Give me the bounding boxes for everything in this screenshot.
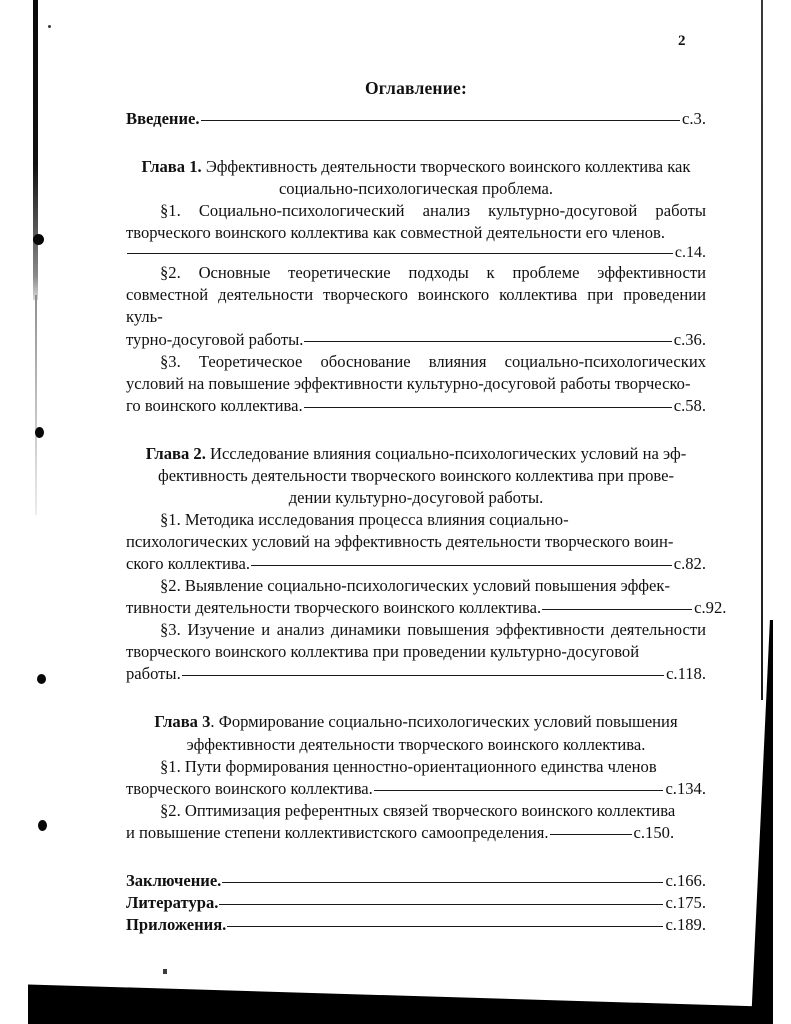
dot-leader xyxy=(182,675,664,676)
toc-entry-page: с.175. xyxy=(665,892,706,912)
dot-leader xyxy=(201,120,680,121)
section-2-3-text[interactable]: §3. Изучение и анализ динамики повышения эффективности деятельности творческого воинского коллектива при проведении культурно-досуговой xyxy=(126,620,706,662)
toc-entry-conclusion[interactable] xyxy=(126,870,706,892)
dot-leader xyxy=(304,341,671,342)
toc-entry-appendices[interactable] xyxy=(126,914,706,936)
scan-right-edge-line xyxy=(761,0,763,700)
section-2-2-text[interactable]: §2. Выявление социально-психологических условий повышения эффек- xyxy=(160,576,670,596)
dot-leader xyxy=(304,407,672,408)
chapter-3-label: Глава 3 xyxy=(154,712,211,732)
chapter-2-heading-line1: Исследование влияния социально-психологических условий на эф- xyxy=(205,443,687,463)
chapter-1-heading xyxy=(126,156,706,178)
toc-entry-label: Литература. xyxy=(126,892,219,912)
section-1-3-text[interactable]: §3. Теоретическое обоснование влияния социально-психологических условий на повышение эффективности культурно-досуговой работы творческо- xyxy=(126,351,706,393)
dot-leader xyxy=(550,834,632,835)
chapter-2-heading-line3: дении культурно-досуговой работы. xyxy=(288,487,544,507)
chapter-3-heading xyxy=(126,711,706,733)
toc-entry-bibliography[interactable] xyxy=(126,892,706,914)
section-3-1-tail-row[interactable] xyxy=(126,778,706,800)
toc-entry-label: Приложения. xyxy=(126,914,227,934)
section-2-1-page: с.82. xyxy=(673,554,706,574)
dot-leader xyxy=(227,926,663,927)
binding-hole-mark-2 xyxy=(35,427,44,438)
chapter-1-heading-line2: социально-психологическая проблема. xyxy=(278,179,554,199)
scan-speck-top xyxy=(48,25,51,28)
section-2-3-text-tail: работы. xyxy=(126,664,181,684)
page-number: 2 xyxy=(678,33,686,49)
section-2-1-text[interactable]: §1. Методика исследования процесса влияния социально- xyxy=(160,509,569,529)
section-2-3-tail-row[interactable] xyxy=(126,663,706,685)
binding-hole-mark-1 xyxy=(33,234,44,245)
section-3-2-text[interactable]: §2. Оптимизация референтных связей творческого воинского коллектива xyxy=(160,800,676,820)
section-3-1-text-tail: творческого воинского коллектива. xyxy=(126,778,373,798)
toc-entry-page: с.3. xyxy=(682,109,706,128)
section-1-2-text-tail: турно-досуговой работы. xyxy=(126,329,304,349)
chapter-2-label: Глава 2. xyxy=(145,443,206,463)
chapter-3-heading-line2: эффективности деятельности творческого воинского коллектива. xyxy=(186,734,646,754)
section-1-2-tail-row[interactable] xyxy=(126,329,706,351)
scan-bottom-edge-wedge xyxy=(28,978,763,1024)
section-3-2-text-tail: и повышение степени коллективистского самоопределения. xyxy=(126,822,549,842)
dot-leader xyxy=(542,609,692,610)
scan-speck-bottom xyxy=(163,969,167,974)
scan-left-edge-shadow xyxy=(33,0,38,300)
section-1-1-leader-row[interactable] xyxy=(126,244,706,262)
chapter-1-label: Глава 1. xyxy=(141,157,202,177)
scan-left-edge-shadow-faint xyxy=(35,295,37,515)
section-1-1-text[interactable]: §1. Социально-психологический анализ культурно-досуговой работы творческого воинского коллектива как совместной деятельности его членов. xyxy=(126,201,706,243)
section-1-3-page: с.58. xyxy=(673,395,706,415)
section-2-1-text-mid: психологических условий на эффективность деятельности творческого воин- xyxy=(126,532,674,551)
section-2-1-tail-row[interactable] xyxy=(126,553,706,575)
toc-entry-page: с.189. xyxy=(665,914,706,934)
toc-entry-label: Введение. xyxy=(126,109,200,128)
dot-leader xyxy=(219,904,663,905)
section-3-1-page: с.134. xyxy=(665,778,706,798)
section-3-2-tail-row[interactable] xyxy=(126,822,706,844)
toc-entry-introduction[interactable] xyxy=(126,108,706,130)
section-1-2-text[interactable]: §2. Основные теоретические подходы к проблеме эффективности совместной деятельности творческого воинского коллектива при проведении куль- xyxy=(126,263,706,327)
section-1-2-page: с.36. xyxy=(673,329,706,349)
section-3-2-page: с.150. xyxy=(633,822,675,842)
section-2-3-page: с.118. xyxy=(666,664,706,684)
dot-leader xyxy=(374,790,664,791)
chapter-3-heading-line1: . Формирование социально-психологических условий повышения xyxy=(210,712,678,732)
chapter-1-heading-line1: Эффективность деятельности творческого воинского коллектива как xyxy=(201,157,691,177)
dot-leader xyxy=(127,253,673,254)
section-2-1-text-tail: ского коллектива. xyxy=(126,554,251,574)
toc-entry-page: с.166. xyxy=(665,870,706,890)
section-1-3-text-tail: го воинского коллектива. xyxy=(126,395,303,415)
toc-entry-label: Заключение. xyxy=(126,870,222,890)
section-2-2-text-tail: тивности деятельности творческого воинского коллектива. xyxy=(126,598,542,618)
section-2-2-tail-row[interactable] xyxy=(126,597,727,619)
binding-hole-mark-3 xyxy=(37,674,46,684)
section-1-3-tail-row[interactable] xyxy=(126,395,706,417)
chapter-2-heading-line2: фективность деятельности творческого воинского коллектива при прове- xyxy=(157,465,675,485)
binding-hole-mark-4 xyxy=(38,820,47,831)
dot-leader xyxy=(222,882,663,883)
section-3-1-text[interactable]: §1. Пути формирования ценностно-ориентационного единства членов xyxy=(160,756,657,776)
table-of-contents xyxy=(126,0,727,936)
dot-leader xyxy=(251,565,672,566)
page-title: Оглавление: xyxy=(364,78,467,98)
section-2-2-page: с.92. xyxy=(694,598,727,618)
chapter-2-heading xyxy=(126,443,706,465)
section-1-1-page: с.14. xyxy=(674,244,706,262)
